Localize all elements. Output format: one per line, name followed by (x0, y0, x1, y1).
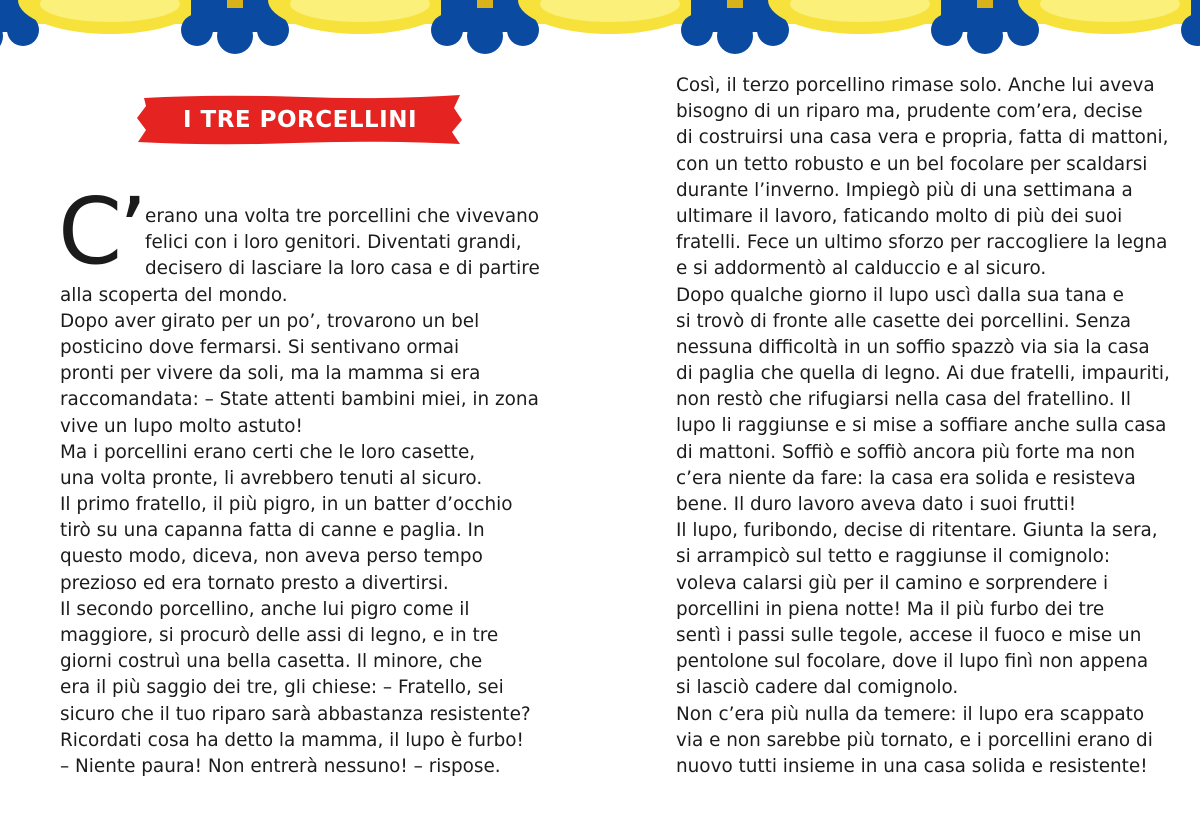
text-line: giorni costruì una bella casetta. Il minore, che (60, 651, 483, 673)
text-line: Non c’era più nulla da temere: il lupo era scappato (676, 703, 1145, 725)
text-line: di mattoni. Soffiò e soffiò ancora più forte ma non (676, 441, 1136, 463)
text-line: tirò su una capanna fatta di canne e paglia. In (60, 520, 485, 542)
border-gold-accent (977, 0, 993, 8)
border-gold-accent (227, 0, 243, 8)
text-line: sentì i passi sulle tegole, accese il fuoco e mise un (676, 624, 1142, 646)
text-line: e si addormentò al calduccio e al sicuro. (676, 258, 1047, 280)
text-line: erano una volta tre porcellini che vivevano (145, 206, 540, 227)
text-line: era il più saggio dei tre, gli chiese: – Fratello, sei (60, 677, 504, 699)
text-line: Ma i porcellini erano certi che le loro casette, (60, 441, 476, 463)
text-line: Dopo aver girato per un po’, trovarono un bel (60, 310, 480, 332)
text-line: lupo li raggiunse e si mise a soffiare anche sulla casa (676, 415, 1167, 437)
text-line: alla scoperta del mondo. (60, 284, 288, 306)
text-line: questo modo, diceva, non aveva perso tempo (60, 546, 483, 568)
text-line: – Niente paura! Non entrerà nessuno! – rispose. (60, 755, 501, 777)
text-line: nessuna difficoltà in un soffio spazzò via sia la casa (676, 336, 1150, 358)
border-gold-accent (727, 0, 743, 8)
text-line: Il lupo, furibondo, decise di ritentare. Giunta la sera, (676, 520, 1158, 542)
text-line: non restò che rifugiarsi nella casa del fratellino. Il (676, 389, 1131, 411)
text-line: Dopo qualche giorno il lupo uscì dalla sua tana e (676, 284, 1124, 306)
drop-cap: C’ (58, 178, 144, 285)
text-line: maggiore, si procurò delle assi di legno, e in tre (60, 625, 499, 646)
text-line: fratelli. Fece un ultimo sforzo per raccogliere la legna (676, 232, 1168, 254)
text-line: Il primo fratello, il più pigro, in un batter d’occhio (60, 494, 513, 516)
text-line: vive un lupo molto astuto! (60, 415, 303, 437)
text-line: si lasciò cadere dal comignolo. (676, 677, 959, 699)
text-line: felici con i loro genitori. Diventati grandi, (145, 232, 522, 254)
text-line: Ricordati cosa ha detto la mamma, il lupo è furbo! (60, 729, 524, 751)
right-text-column (676, 73, 1170, 780)
text-line: nuovo tutti insieme in una casa solida e resistente! (676, 755, 1148, 777)
text-line: durante l’inverno. Impiegò più di una settimana a (676, 179, 1133, 201)
text-line: bene. Il duro lavoro aveva dato i suoi frutti! (676, 494, 1077, 515)
decorative-scalloped-border (0, 0, 1200, 60)
text-line: porcellini in piena notte! Ma il più furbo dei tre (676, 598, 1105, 620)
text-line: bisogno di un riparo ma, prudente com’era, decise (676, 101, 1143, 123)
text-line: pronti per vivere da soli, ma la mamma si era (60, 363, 481, 385)
text-line: di costruirsi una casa vera e propria, fatta di mattoni, (676, 127, 1169, 149)
text-line: sicuro che il tuo riparo sarà abbastanza resistente? (60, 703, 531, 725)
text-line: raccomandata: – State attenti bambini miei, in zona (60, 389, 539, 411)
text-line: Così, il terzo porcellino rimase solo. Anche lui aveva (676, 75, 1155, 96)
text-line: di paglia che quella di legno. Ai due fratelli, impauriti, (676, 363, 1170, 385)
text-line: decisero di lasciare la loro casa e di partire (145, 258, 540, 280)
text-line: Il secondo porcellino, anche lui pigro come il (60, 598, 470, 620)
text-line: pentolone sul focolare, dove il lupo finì non appena (676, 651, 1149, 673)
title-banner (134, 92, 466, 148)
text-line: prezioso ed era tornato presto a divertirsi. (60, 572, 449, 594)
left-text-column (60, 204, 540, 780)
text-line: una volta pronte, li avrebbero tenuti al sicuro. (60, 467, 483, 489)
text-line: posticino dove fermarsi. Si sentivano ormai (60, 336, 460, 358)
text-line: con un tetto robusto e un bel focolare per scaldarsi (676, 153, 1148, 175)
text-line: c’era niente da fare: la casa era solida e resisteva (676, 467, 1136, 489)
page-title: I TRE PORCELLINI (182, 107, 418, 133)
text-line: voleva calarsi giù per il camino e sorprendere i (676, 572, 1109, 594)
text-line: via e non sarebbe più tornato, e i porcellini erano di (676, 729, 1153, 751)
text-line: si trovò di fronte alle casette dei porcellini. Senza (676, 310, 1131, 332)
text-line: si arrampicò sul tetto e raggiunse il comignolo: (676, 546, 1111, 568)
border-gold-accent (477, 0, 493, 8)
text-line: ultimare il lavoro, faticando molto di più dei suoi (676, 205, 1123, 227)
